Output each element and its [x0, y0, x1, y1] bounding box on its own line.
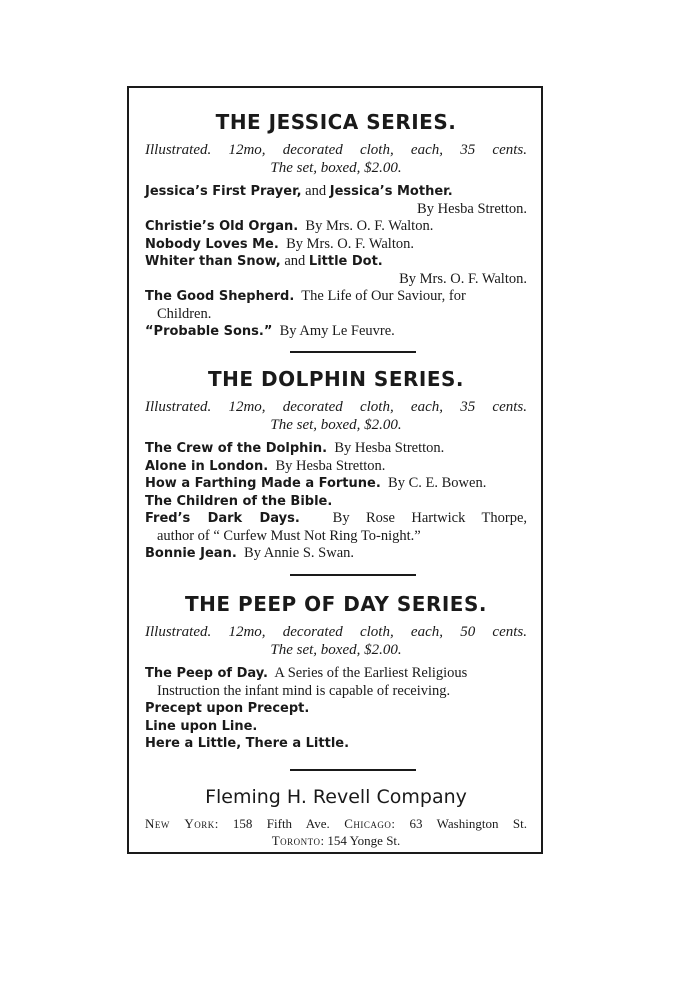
- book-description: The Life of Our Saviour, for: [301, 288, 466, 304]
- book-author: By Mrs. O. F. Walton.: [286, 235, 414, 252]
- book-entry: [145, 510, 527, 528]
- book-description: A Series of the Earliest Religious: [274, 665, 468, 681]
- book-entry: [145, 236, 527, 254]
- jessica-series-list: [145, 183, 527, 341]
- book-title: The Children of the Bible.: [145, 493, 333, 509]
- city-label: New York: [145, 816, 215, 831]
- dolphin-series-set-price: The set, boxed, $2.00.: [270, 417, 402, 433]
- peep-of-day-series-set-price: The set, boxed, $2.00.: [270, 642, 402, 658]
- peep-of-day-series-section: [145, 594, 527, 753]
- publisher-name: Fleming H. Revell Company: [205, 786, 467, 808]
- book-title: Nobody Loves Me.: [145, 236, 279, 252]
- book-entry: [145, 183, 527, 201]
- book-title: Fred’s Dark Days.: [145, 511, 300, 526]
- book-entry: [145, 458, 527, 476]
- book-entry: [145, 475, 527, 493]
- book-title: Jessica’s First Prayer,: [145, 184, 302, 199]
- book-entry: [145, 665, 527, 683]
- book-entry: [145, 218, 527, 236]
- office-new-york: [145, 816, 330, 831]
- office-address: : 63 Washington St.: [391, 816, 528, 831]
- peep-of-day-series-list: [145, 665, 527, 753]
- publisher-section: [145, 786, 527, 849]
- book-title: The Good Shepherd.: [145, 289, 295, 304]
- book-author-note: author of “ Curfew Must Not Ring To-night.”: [157, 527, 421, 544]
- book-entry: [145, 718, 527, 736]
- book-title: How a Farthing Made a Fortune.: [145, 476, 381, 491]
- book-title: Here a Little, There a Little.: [145, 736, 350, 751]
- book-author: By Mrs. O. F. Walton.: [399, 270, 527, 287]
- city-label: Chicago: [344, 816, 392, 831]
- book-title: Bonnie Jean.: [145, 546, 237, 561]
- jessica-series-set-price: The set, boxed, $2.00.: [270, 160, 402, 176]
- book-title: Precept upon Precept.: [145, 701, 310, 716]
- book-author: By Hesba Stretton.: [334, 440, 445, 456]
- book-description: Instruction the infant mind is capable of receiving.: [157, 682, 451, 699]
- section-divider: [290, 351, 416, 353]
- book-entry: [145, 323, 527, 341]
- conjunction: and: [301, 183, 330, 199]
- office-address: : 158 Fifth Ave.: [214, 816, 330, 831]
- book-entry: [145, 288, 527, 306]
- peep-of-day-series-pricing: Illustrated. 12mo, decorated cloth, each, 50 cents.: [145, 624, 527, 640]
- book-title: Christie’s Old Organ.: [145, 219, 299, 234]
- conjunction: and: [280, 253, 309, 269]
- book-title: Alone in London.: [145, 458, 269, 474]
- book-author: By Amy Le Feuvre.: [279, 323, 395, 339]
- book-author: By Rose Hartwick Thorpe,: [332, 510, 528, 526]
- book-title: Line upon Line.: [145, 718, 258, 734]
- book-entry: [145, 700, 527, 718]
- section-divider: [290, 769, 416, 771]
- frame-content: [145, 88, 527, 852]
- section-divider: [290, 574, 416, 576]
- book-title: “Probable Sons.”: [145, 324, 273, 339]
- book-author: By Hesba Stretton.: [275, 457, 386, 474]
- book-entry: [145, 735, 527, 753]
- book-author: By C. E. Bowen.: [388, 475, 487, 491]
- dolphin-series-pricing: Illustrated. 12mo, decorated cloth, each, 35 cents.: [145, 399, 527, 415]
- dolphin-series-title: THE DOLPHIN SERIES.: [208, 367, 464, 391]
- book-author: By Annie S. Swan.: [244, 545, 354, 561]
- dolphin-series-list: [145, 440, 527, 563]
- office-toronto: [145, 832, 527, 849]
- book-title: Jessica’s Mother.: [329, 184, 453, 199]
- book-title: The Peep of Day.: [145, 666, 268, 681]
- office-chicago: [344, 816, 527, 831]
- office-address: : 154 Yonge St.: [320, 833, 401, 848]
- book-title: Whiter than Snow,: [145, 254, 281, 269]
- jessica-series-section: [145, 112, 527, 341]
- book-description: Children.: [157, 305, 212, 322]
- book-entry: [145, 253, 527, 271]
- book-title: Little Dot.: [308, 254, 383, 269]
- book-entry: [145, 545, 527, 563]
- dolphin-series-section: [145, 369, 527, 563]
- page-frame: [127, 86, 543, 854]
- jessica-series-title: THE JESSICA SERIES.: [215, 110, 457, 134]
- peep-of-day-series-title: THE PEEP OF DAY SERIES.: [185, 592, 487, 616]
- jessica-series-pricing: Illustrated. 12mo, decorated cloth, each, 35 cents.: [145, 142, 527, 158]
- book-entry: [145, 440, 527, 458]
- book-author: By Mrs. O. F. Walton.: [305, 218, 434, 234]
- city-label: Toronto: [271, 833, 321, 848]
- publisher-addresses-line1: [145, 815, 527, 832]
- book-author: By Hesba Stretton.: [417, 200, 527, 217]
- book-entry: [145, 493, 527, 511]
- book-title: The Crew of the Dolphin.: [145, 441, 328, 456]
